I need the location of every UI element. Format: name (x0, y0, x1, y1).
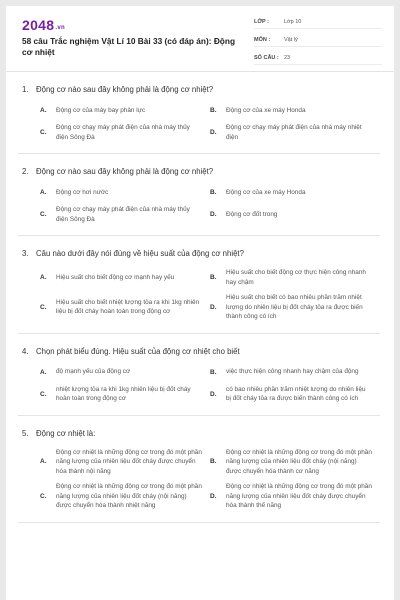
option-b[interactable] (210, 101, 380, 120)
document-title: 58 câu Trắc nghiệm Vật Lí 10 Bài 33 (có đáp án): Động cơ nhiệt (22, 36, 236, 57)
option-letter: D. (210, 211, 217, 218)
document-header (6, 6, 394, 72)
option-text: Động cơ nhiệt là những động cơ trong đó một phần năng lượng của nhiên liệu đốt cháy được chuyển hóa thành thế năng (226, 483, 372, 509)
document-page (6, 6, 394, 600)
option-c[interactable] (40, 290, 210, 325)
question-text: Động cơ nào sau đây không phải là động cơ nhiệt? (36, 167, 214, 176)
question-text: Chọn phát biểu đúng. Hiệu suất của động cơ nhiệt cho biết (36, 346, 240, 356)
option-letter: B. (210, 274, 217, 281)
option-a[interactable] (40, 265, 210, 290)
meta-value: 23 (284, 54, 291, 61)
option-text: Động cơ nhiệt là những động cơ trong đó một phần năng lượng của nhiên liệu đốt cháy (nội năng) được chuyển hóa thành cơ năng (226, 448, 372, 475)
option-text: nhiệt lượng tỏa ra khi 1kg nhiên liệu bị đốt cháy hoàn toàn trong động cơ (56, 385, 191, 402)
option-text: có bao nhiêu phần trăm nhiệt lượng do nhiên liệu bị đốt cháy tỏa ra được biến thành công có ích (226, 385, 366, 402)
option-a[interactable] (40, 101, 210, 120)
option-text: Động cơ nhiệt là những động cơ trong đó một phần năng lượng của nhiên liệu đốt cháy (nội năng) được chuyển hóa thành nhiệt năng (56, 483, 202, 509)
question-number: 5. (22, 428, 29, 438)
option-d[interactable] (210, 202, 380, 227)
question-list (6, 72, 394, 523)
option-b[interactable] (210, 445, 380, 480)
question-number: 3. (22, 249, 29, 258)
option-letter: B. (210, 107, 217, 114)
option-c[interactable] (40, 202, 210, 227)
option-c[interactable] (40, 382, 210, 407)
option-letter: B. (210, 458, 217, 466)
option-letter: A. (40, 189, 47, 196)
option-a[interactable] (40, 183, 210, 202)
logo-text: 2048 (22, 17, 55, 33)
question-2 (18, 154, 380, 236)
option-text: Hiệu suất cho biết nhiệt lượng tỏa ra khi 1kg nhiên liệu bị đốt cháy hoàn toàn trong động cơ (56, 298, 200, 316)
question-text: Câu nào dưới đây nói đúng về hiệu suất của động cơ nhiệt? (36, 249, 244, 258)
option-letter: D. (210, 492, 217, 500)
option-letter: C. (40, 303, 47, 311)
meta-row-count (254, 51, 382, 65)
option-text: Động cơ hơi nước (56, 188, 109, 196)
option-letter: D. (210, 129, 217, 136)
option-text: Động cơ đốt trong (226, 210, 278, 218)
option-d[interactable] (210, 290, 380, 325)
option-letter: D. (210, 390, 217, 398)
option-text: Hiệu suất cho biết có bao nhiêu phần trăm nhiệt lượng do nhiên liệu bị đốt cháy tỏa ra được biến thành công có ích (226, 294, 363, 320)
option-b[interactable] (210, 183, 380, 202)
option-d[interactable] (210, 479, 380, 514)
option-letter: A. (40, 458, 47, 466)
option-letter: D. (210, 303, 217, 311)
option-text: Động cơ nhiệt là những động cơ trong đó một phần năng lượng của nhiên liệu đốt cháy được chuyển hóa thành nội năng (56, 448, 202, 475)
option-b[interactable] (210, 363, 380, 382)
option-letter: A. (40, 368, 47, 376)
meta-row-class (254, 15, 382, 29)
option-letter: A. (40, 274, 47, 281)
option-letter: C. (40, 129, 47, 136)
logo-suffix: .vn (55, 25, 65, 31)
question-5 (18, 416, 380, 523)
meta-key: LỚP : (254, 18, 269, 25)
option-text: Động cơ chạy máy phát điện của nhà máy thủy điện Sông Đà (56, 206, 190, 223)
option-c[interactable] (40, 120, 210, 145)
question-text: Động cơ nhiệt là: (36, 428, 96, 438)
option-text: Hiệu suất cho biết động cơ thực hiện công nhanh hay chậm (226, 269, 366, 286)
option-letter: B. (210, 189, 217, 196)
option-text: Động cơ chạy máy phát điện của nhà máy nhiệt điện (226, 124, 362, 141)
meta-key: SỐ CÂU : (254, 54, 279, 61)
question-number: 1. (22, 85, 29, 94)
option-text: độ mạnh yếu của động cơ (56, 368, 131, 376)
document-meta (254, 15, 382, 69)
option-text: Động cơ chạy máy phát điện của nhà máy thủy điện Sông Đà (56, 124, 190, 141)
option-letter: C. (40, 211, 47, 218)
option-text: Động cơ của xe máy Honda (226, 188, 306, 196)
option-a[interactable] (40, 363, 210, 382)
question-number: 2. (22, 167, 29, 176)
question-number: 4. (22, 346, 29, 356)
option-text: Hiệu suất cho biết động cơ mạnh hay yếu (56, 273, 175, 281)
question-4 (18, 334, 380, 416)
option-c[interactable] (40, 479, 210, 514)
meta-row-subject (254, 33, 382, 47)
question-text: Động cơ nào sau đây không phải là động cơ nhiệt? (36, 85, 214, 94)
site-logo[interactable] (22, 17, 65, 33)
option-text: Động cơ của máy bay phản lực (56, 106, 146, 114)
option-d[interactable] (210, 382, 380, 407)
option-d[interactable] (210, 120, 380, 145)
option-letter: C. (40, 390, 47, 398)
option-text: Động cơ của xe máy Honda (226, 106, 306, 114)
option-text: việc thực hiện công nhanh hay chậm của động (226, 368, 359, 376)
meta-key: MÔN : (254, 36, 271, 43)
option-b[interactable] (210, 265, 380, 290)
option-letter: C. (40, 492, 47, 500)
meta-value: Vật lý (284, 36, 298, 43)
option-letter: A. (40, 107, 47, 114)
option-letter: B. (210, 368, 217, 376)
meta-value: Lớp 10 (284, 18, 302, 25)
question-3 (18, 236, 380, 334)
question-1 (18, 72, 380, 154)
option-a[interactable] (40, 445, 210, 480)
